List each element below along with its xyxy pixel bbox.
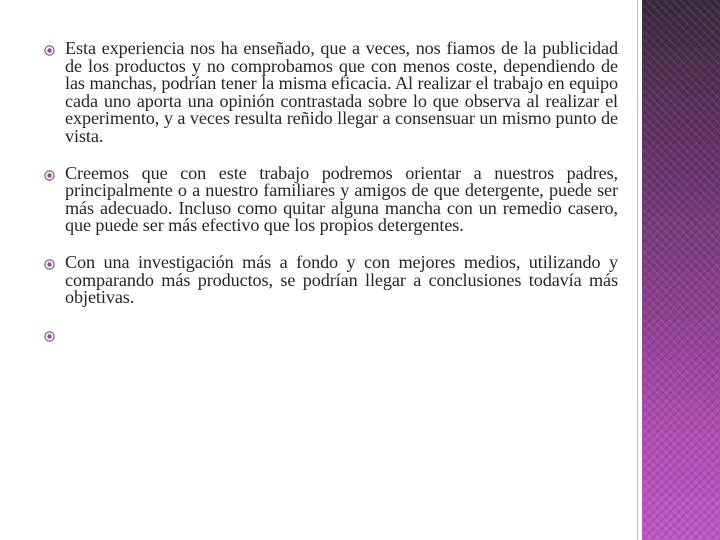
target-circle-icon — [44, 331, 55, 342]
target-circle-icon — [44, 45, 55, 56]
bullet-item-2 — [44, 162, 618, 236]
bullet-list — [44, 40, 618, 363]
bullet-item-1 — [44, 40, 618, 146]
bullet-text-3: Con una investigación más a fondo y con mejores medios, utilizando y comparando más productos, se podrían llegar a conclusiones todavía más objetivas. — [65, 251, 618, 308]
target-circle-icon — [44, 170, 55, 181]
side-divider-line — [637, 0, 638, 540]
bullet-text-2: Creemos que con este trabajo podremos orientar a nuestros padres, principalmente o a nuestro familiares y amigos de que detergente, puede ser más adecuado. Incluso como quitar alguna mancha con un remedio casero, que puede ser más efectivo que los propios detergentes. — [65, 162, 618, 236]
target-circle-icon — [44, 259, 55, 270]
bullet-item-4 — [44, 326, 618, 344]
bullet-item-3 — [44, 251, 618, 308]
decorative-side-band — [642, 0, 720, 540]
bullet-text-1: Esta experiencia nos ha enseñado, que a veces, nos fiamos de la publicidad de los productos y no comprobamos que con menos coste, dependiendo de las manchas, podrían tener la misma eficacia. Al realizar el trabajo en equipo cada uno aporta una opinión contrastada sobre lo que observa al realizar el experimento, y a veces resulta reñido llegar a consensuar un mismo punto de vista. — [65, 38, 618, 146]
